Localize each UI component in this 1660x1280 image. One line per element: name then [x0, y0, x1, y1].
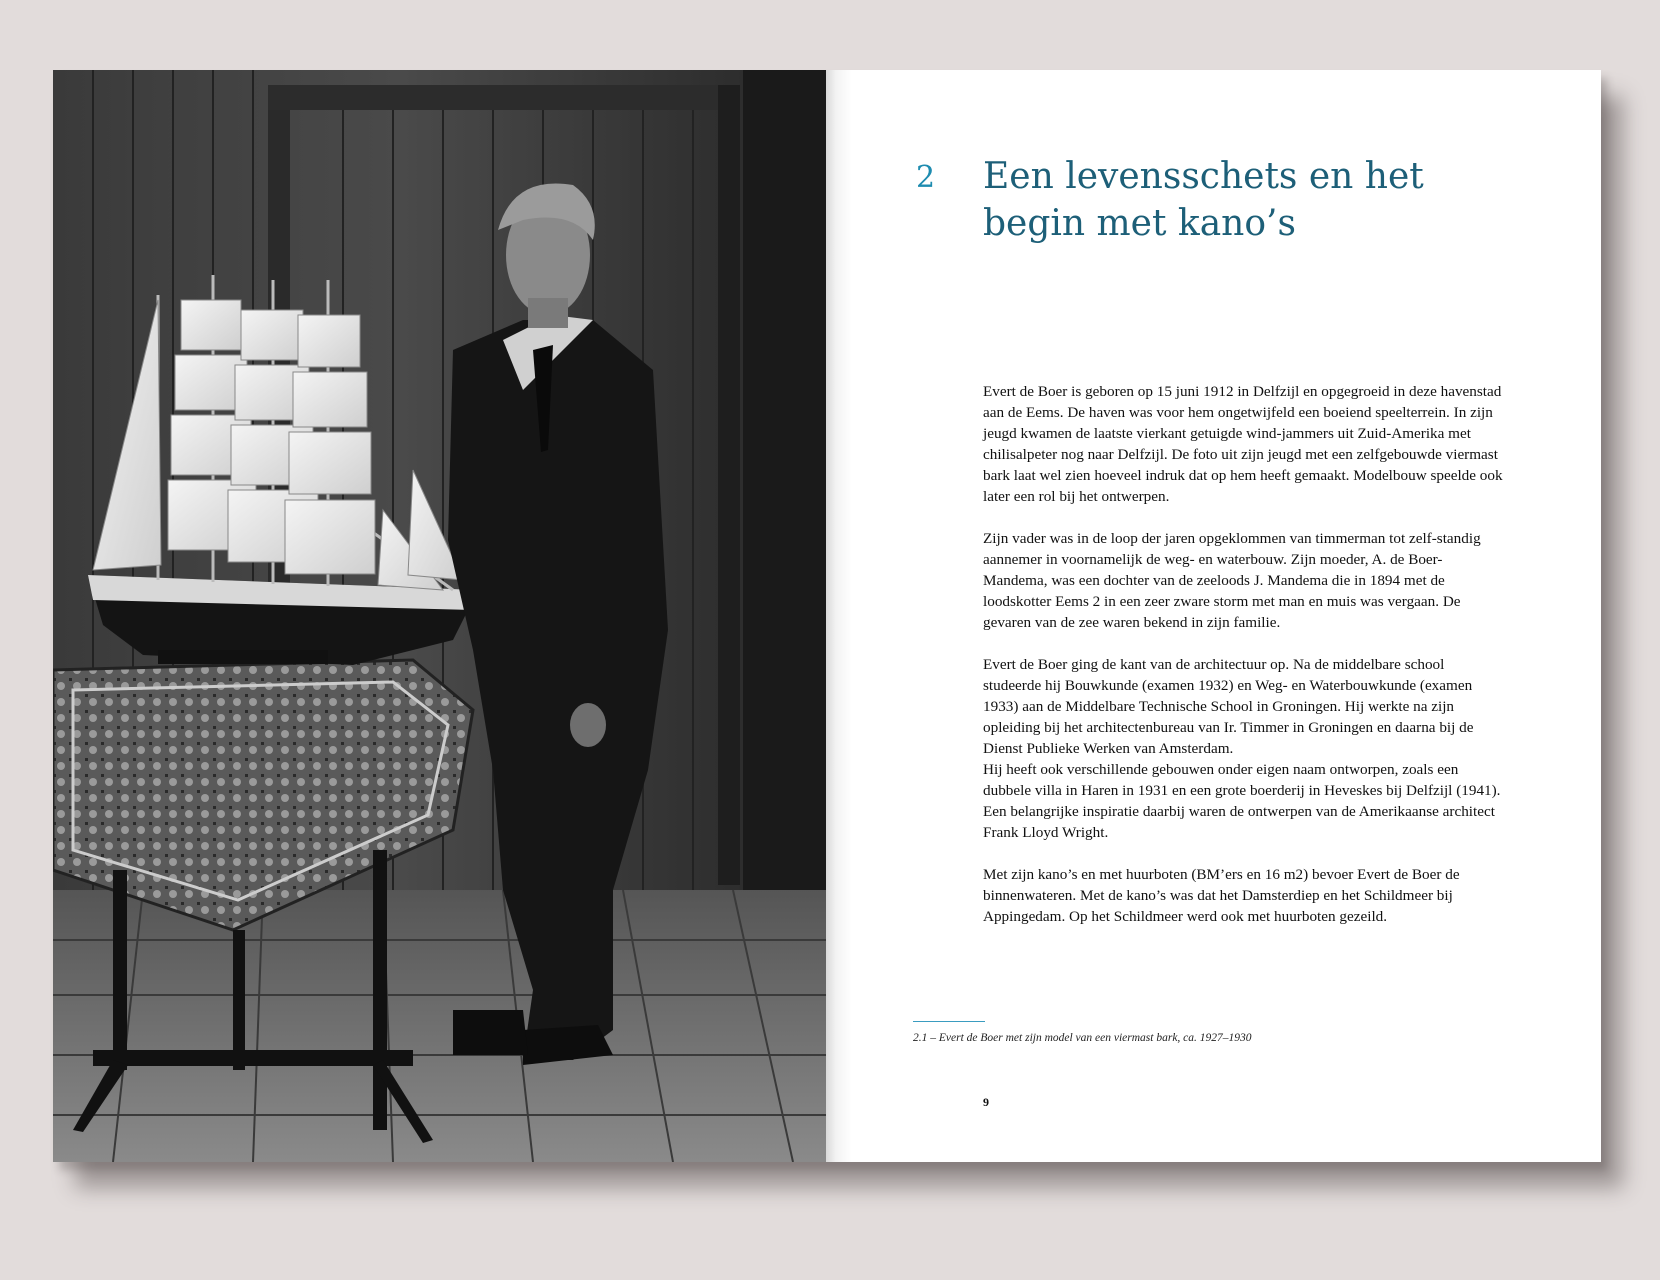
body-paragraph: Evert de Boer is geboren op 15 juni 1912 in Delfzijl en opgegroeid in deze havenstad aan de Eems. De haven was voor hem ongetwijfeld een boeiend speelterrein. In zijn jeugd kwamen de laatste vierkant getuigde wind-jammers uit Zuid-Amerika met chilisalpeter nog naar Delfzijl. De foto uit zijn jeugd met een zelfgebouwde viermast bark laat wel zien hoeveel indruk dat op hem heeft gemaakt. Modelbouw speelde ook later een rol bij het ontwerpen.	[983, 383, 1503, 505]
photo-boy-with-ship-model	[53, 70, 826, 1162]
page-number: 9	[983, 1095, 989, 1109]
chapter-number: 2	[916, 160, 936, 195]
left-page	[53, 70, 826, 1162]
body-paragraph: Zijn vader was in de loop der jaren opgeklommen van timmerman tot zelf-standig aannemer in voornamelijk de weg- en waterbouw. Zijn moeder, A. de Boer-Mandema, was een dochter van de zeeloods J. Mandema die in 1894 met de loodskotter Eems 2 in een zeer zware storm met man en muis was vergaan. De gevaren van de zee waren bekend in zijn familie.	[983, 530, 1481, 631]
photo-caption: 2.1 – Evert de Boer met zijn model van een viermast bark, ca. 1927–1930	[913, 1032, 1252, 1044]
chapter-title: Een levensschets en het begin met kano’s	[983, 156, 1424, 244]
right-page	[826, 70, 1601, 1162]
body-text	[983, 381, 1505, 948]
body-paragraph: Met zijn kano’s en met huurboten (BM’ers en 16 m2) bevoer Evert de Boer de binnenwateren. Met de kano’s was dat het Damsterdiep en het Schildmeer bij Appingedam. Op het Schildmeer werd ook met huurboten gezeild.	[983, 866, 1460, 925]
book-spread	[53, 70, 1601, 1162]
body-paragraph: Evert de Boer ging de kant van de architectuur op. Na de middelbare school studeerde hij Bouwkunde (examen 1932) en Weg- en Waterbouwkunde (examen 1933) aan de Middelbare Technische School in Groningen. Hij werkte na zijn opleiding bij het architectenbureau van Ir. Timmer in Groningen en daarna bij de Dienst Publieke Werken van Amsterdam. Hij heeft ook verschillende gebouwen onder eigen naam ontworpen, zoals een dubbele villa in Haren in 1931 en een grote boerderij in Heveskes bij Delfzijl (1941). Een belangrijke inspiratie daarbij waren de ontwerpen van de Amerikaanse architect Frank Lloyd Wright.	[983, 656, 1501, 841]
caption-divider	[913, 1021, 985, 1022]
